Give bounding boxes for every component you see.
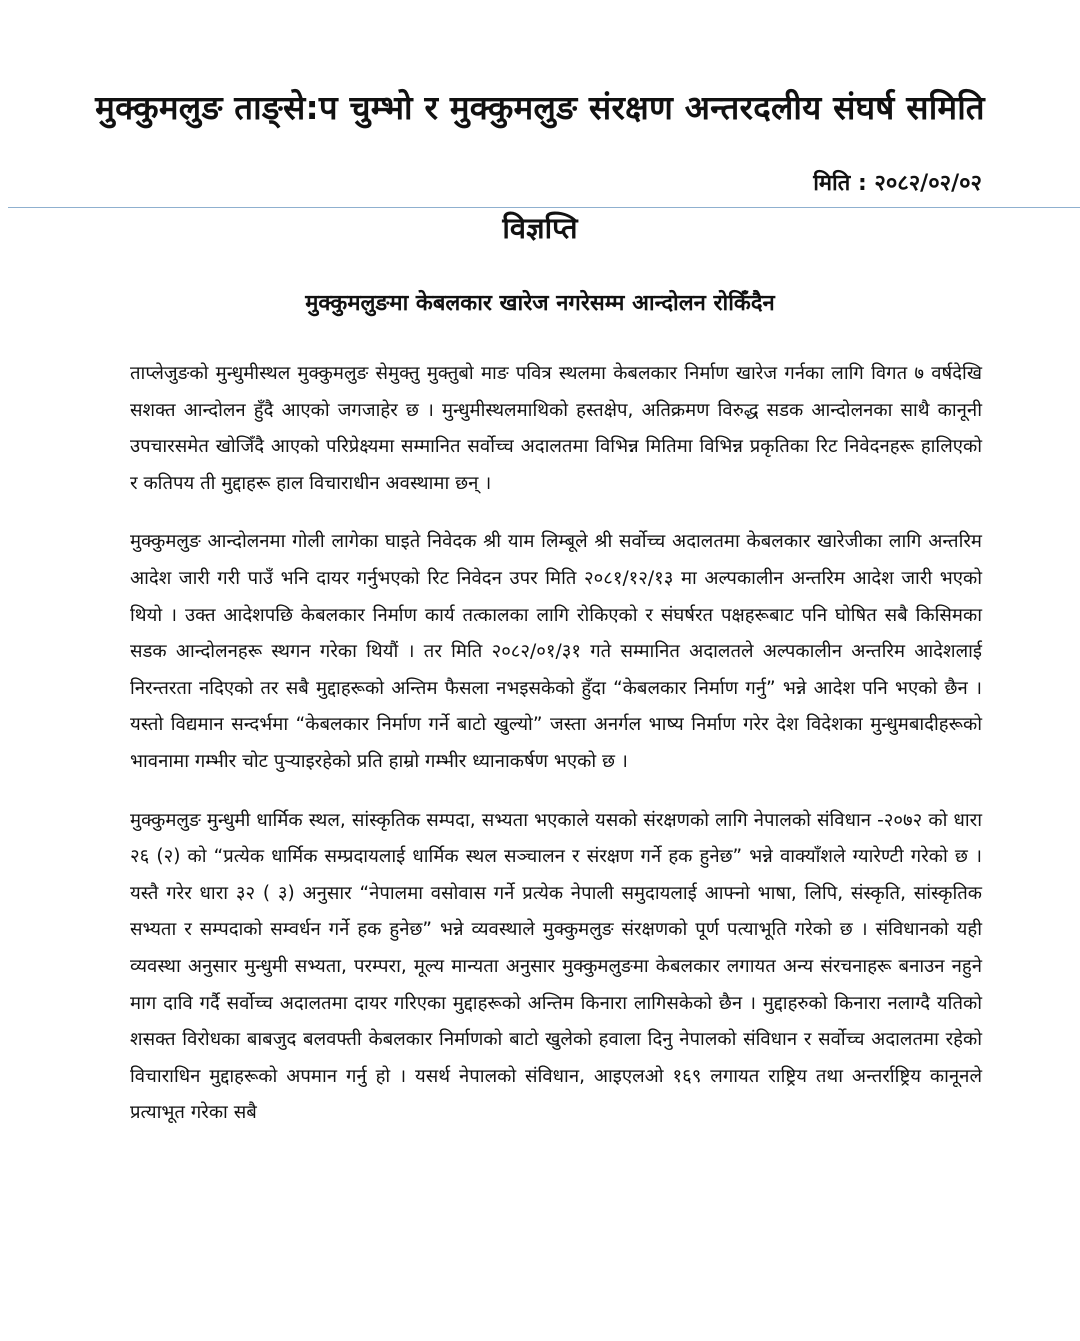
notice-subject: मुक्कुमलुङमा केबलकार खारेज नगरेसम्म आन्दोलन रोकिँदैन: [305, 291, 775, 316]
notice-heading: विज्ञप्ति: [502, 211, 578, 245]
body-paragraph-2: मुक्कुमलुङ आन्दोलनमा गोली लागेका घाइते निवेदक श्री याम लिम्बूले श्री सर्वोच्च अदालतमा केबलकार खारेजीका लागि अन्तरिम आदेश जारी गरी पाउँ भनि दायर गर्नुभएको रिट निवेदन उपर मिति २०८१/१२/१३ मा अल्पकालीन अन्तरिम आदेश जारी भएको थियो । उक्त आदेशपछि केबलकार निर्माण कार्य तत्कालका लागि रोकिएको र संघर्षरत पक्षहरूबाट पनि घोषित सबै किसिमका सडक आन्दोलनहरू स्थगन गरेका थियौं । तर मिति २०८२/०१/३१ गते सम्मानित अदालतले अल्पकालीन अन्तरिम आदेशलाई निरन्तरता नदिएको तर सबै मुद्दाहरूको अन्तिम फैसला नभइसकेको हुँदा “केबलकार निर्माण गर्नु” भन्ने आदेश पनि भएको छैन । यस्तो विद्यमान सन्दर्भमा “केबलकार निर्माण गर्ने बाटो खुल्यो” जस्ता अनर्गल भाष्य निर्माण गरेर देश विदेशका मुन्धुमबादीहरूको भावनामा गम्भीर चोट पुर्‍याइरहेको प्रति हाम्रो गम्भीर ध्यानाकर्षण भएको छ ।: [130, 531, 982, 772]
notice-body: [130, 356, 982, 1154]
body-paragraph-3: मुक्कुमलुङ मुन्धुमी धार्मिक स्थल, सांस्कृतिक सम्पदा, सभ्यता भएकाले यसको संरक्षणको लागि नेपालको संविधान -२०७२ को धारा २६ (२) को “प्रत्येक धार्मिक सम्प्रदायलाई धार्मिक स्थल सञ्चालन र संरक्षण गर्ने हक हुनेछ” भन्ने वाक्याँशले ग्यारेण्टी गरेको छ । यस्तै गरेर धारा ३२ ( ३) अनुसार “नेपालमा वसोवास गर्ने प्रत्येक नेपाली समुदायलाई आफ्नो भाषा, लिपि, संस्कृति, सांस्कृतिक सभ्यता र सम्पदाको सम्वर्धन गर्ने हक हुनेछ” भन्ने व्यवस्थाले मुक्कुमलुङ संरक्षणको पूर्ण पत्याभूति गरेको छ । संविधानको यही व्यवस्था अनुसार मुन्धुमी सभ्यता, परम्परा, मूल्य मान्यता अनुसार मुक्कुमलुङमा केबलकार लगायत अन्य संरचनाहरू बनाउन नहुने माग दावि गर्दै सर्वोच्च अदालतमा दायर गरिएका मुद्दाहरूको अन्तिम किनारा लागिसकेको छैन । मुद्दाहरुको किनारा नलाग्दै यतिको शसक्त विरोधका बाबजुद बलवफ्ती केबलकार निर्माणको बाटो खुलेको हवाला दिनु नेपालको संविधान र सर्वोच्च अदालतमा रहेको विचाराधिन मुद्दाहरूको अपमान गर्नु हो । यसर्थ नेपालको संविधान, आइएलओ १६९ लगायत राष्ट्रिय तथा अन्तर्राष्ट्रिय कानूनले प्रत्याभूत गरेका सबै: [130, 809, 982, 1124]
body-paragraph-1: ताप्लेजुङको मुन्धुमीस्थल मुक्कुमलुङ सेमुक्तु मुक्तुबो माङ पवित्र स्थलमा केबलकार निर्माण खारेज गर्नका लागि विगत ७ वर्षदेखि सशक्त आन्दोलन हुँदै आएको जगजाहेर छ । मुन्धुमीस्थलमाथिको हस्तक्षेप, अतिक्रमण विरुद्ध सडक आन्दोलनका साथै कानूनी उपचारसमेत खोजिँदै आएको परिप्रेक्ष्यमा सम्मानित सर्वोच्च अदालतमा विभिन्न मितिमा विभिन्न प्रकृतिका रिट निवेदनहरू हालिएको र कतिपय ती मुद्दाहरू हाल विचाराधीन अवस्थामा छन् ।: [130, 363, 982, 494]
organization-title: मुक्कुमलुङ ताङ्से:प चुम्भो र मुक्कुमलुङ संरक्षण अन्तरदलीय संघर्ष समिति: [95, 88, 985, 127]
notice-date: मिति : २०८२/०२/०२: [813, 171, 982, 196]
